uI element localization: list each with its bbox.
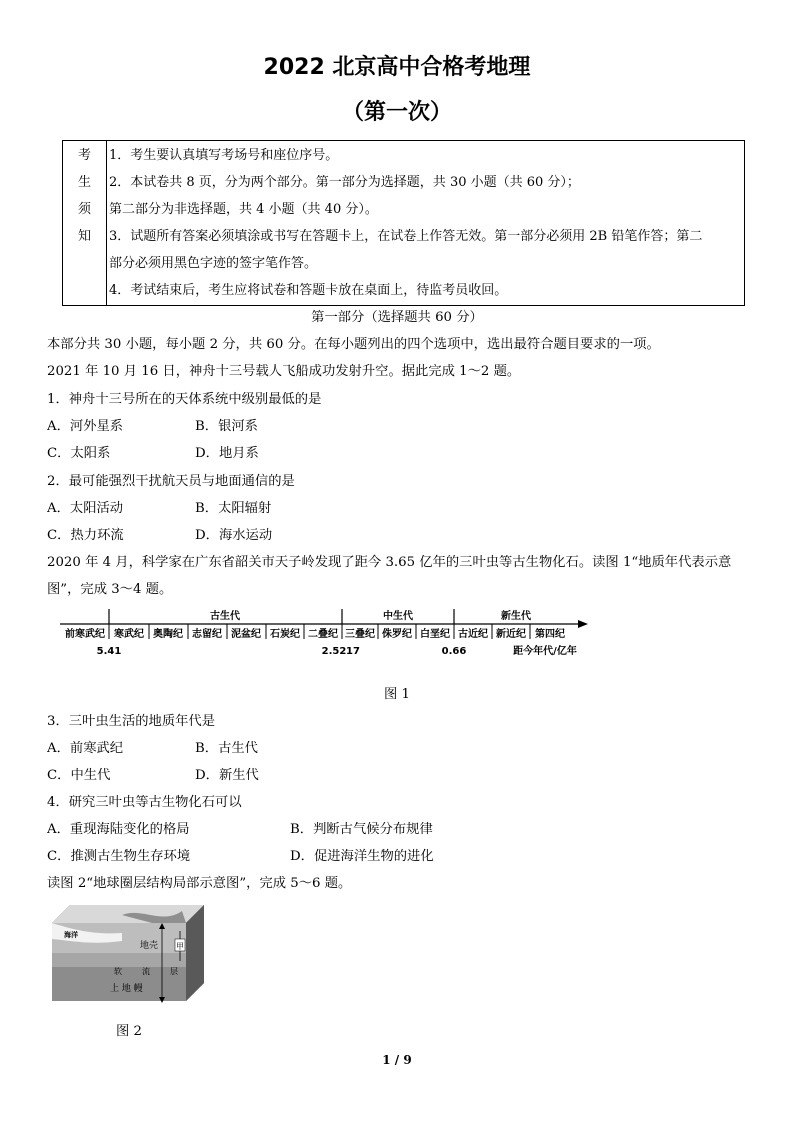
notice-line: 3．试题所有答案必须填涂或书写在答题卡上，在试卷上作答无效。第一部分必须用 2B 铅笔作答；第二 bbox=[109, 229, 703, 244]
period-label: 侏罗纪 bbox=[382, 629, 412, 640]
tick-label: 5.41 bbox=[96, 646, 122, 657]
context-q3-4-line2: 图”，完成 3～4 题。 bbox=[47, 582, 173, 597]
context-q1-2: 2021 年 10 月 16 日，神舟十三号载人飞船成功发射升空。据此完成 1～2 题。 bbox=[47, 364, 521, 379]
period-label: 二叠纪 bbox=[308, 629, 338, 640]
label-jia: 甲 bbox=[176, 942, 184, 951]
question-3-stem: 3．三叶虫生活的地质年代是 bbox=[47, 714, 216, 729]
notice-label-char: 须 bbox=[77, 202, 91, 217]
question-2-option-d[interactable]: D．海水运动 bbox=[195, 528, 273, 543]
page-number: 1 / 9 bbox=[382, 1053, 412, 1067]
figure-2-layers-diagram bbox=[52, 905, 204, 1015]
question-3-option-d[interactable]: D．新生代 bbox=[195, 768, 259, 783]
part1-heading: 第一部分（选择题共 60 分） bbox=[311, 310, 483, 325]
page-subtitle: （第一次） bbox=[341, 100, 452, 125]
tick-label: 2.52 bbox=[321, 646, 347, 657]
notice-line: 2．本试卷共 8 页，分为两个部分。第一部分为选择题，共 30 小题（共 60 分）； bbox=[109, 175, 580, 190]
question-4-option-c[interactable]: C．推测古生物生存环境 bbox=[47, 849, 191, 864]
question-1-option-a[interactable]: A．河外星系 bbox=[47, 419, 124, 434]
page-title: 2022 北京高中合格考地理 bbox=[263, 55, 531, 80]
notice-box bbox=[62, 140, 745, 306]
notice-label-char: 生 bbox=[77, 175, 91, 190]
question-1-option-d[interactable]: D．地月系 bbox=[195, 446, 259, 461]
period-label: 前寒武纪 bbox=[65, 629, 105, 640]
notice-label-char: 知 bbox=[77, 229, 91, 244]
era-label: 中生代 bbox=[383, 611, 413, 622]
period-label: 石炭纪 bbox=[270, 629, 300, 640]
label-water: 海洋 bbox=[64, 930, 78, 939]
question-4-option-a[interactable]: A．重现海陆变化的格局 bbox=[47, 822, 190, 837]
question-2-option-a[interactable]: A．太阳活动 bbox=[47, 501, 124, 516]
label-ceng: 层 bbox=[170, 967, 178, 976]
question-2-option-b[interactable]: B．太阳辐射 bbox=[195, 501, 272, 516]
question-3-option-c[interactable]: C．中生代 bbox=[47, 768, 111, 783]
question-1-option-c[interactable]: C．太阳系 bbox=[47, 446, 111, 461]
figure-1-timeline bbox=[60, 605, 590, 660]
timeline-arrow bbox=[578, 620, 588, 628]
label-ruan: 软 bbox=[114, 967, 122, 976]
question-2-option-c[interactable]: C．热力环流 bbox=[47, 528, 124, 543]
period-label: 寒武纪 bbox=[114, 629, 144, 640]
era-label: 新生代 bbox=[501, 611, 531, 622]
part1-instruction: 本部分共 30 小题，每小题 2 分，共 60 分。在每小题列出的四个选项中，选出最符合题目要求的一项。 bbox=[47, 337, 660, 352]
question-3-option-b[interactable]: B．古生代 bbox=[195, 741, 258, 756]
axis-label: 距今年代/亿年 bbox=[513, 646, 577, 657]
notice-label-char: 考 bbox=[77, 148, 91, 163]
period-label: 三叠纪 bbox=[345, 629, 375, 640]
notice-label bbox=[63, 141, 107, 305]
period-label: 志留纪 bbox=[192, 629, 222, 640]
context-q3-4-line1: 2020 年 4 月，科学家在广东省韶关市天子岭发现了距今 3.65 亿年的三叶虫等古生物化石。读图 1“地质年代表示意 bbox=[47, 555, 732, 570]
period-label: 古近纪 bbox=[458, 629, 488, 640]
notice-line: 1．考生要认真填写考场号和座位序号。 bbox=[109, 148, 339, 163]
era-label: 古生代 bbox=[210, 611, 240, 622]
context-q5-6: 读图 2“地球圈层结构局部示意图”，完成 5～6 题。 bbox=[47, 876, 352, 891]
label-liu: 流 bbox=[142, 967, 150, 976]
question-1-option-b[interactable]: B．银河系 bbox=[195, 419, 258, 434]
tick-label: 17 bbox=[346, 646, 360, 657]
period-label: 泥盆纪 bbox=[231, 629, 261, 640]
period-label: 新近纪 bbox=[496, 629, 526, 640]
tick-label: 0.66 bbox=[441, 646, 467, 657]
label-crust: 地壳 bbox=[140, 941, 159, 951]
period-label: 白垩纪 bbox=[420, 629, 450, 640]
question-2-stem: 2．最可能强烈干扰航天员与地面通信的是 bbox=[47, 474, 295, 489]
question-3-option-a[interactable]: A．前寒武纪 bbox=[47, 741, 124, 756]
period-label: 第四纪 bbox=[535, 629, 565, 640]
notice-line: 部分必须用黑色字迹的签字笔作答。 bbox=[109, 256, 318, 271]
figure-2-caption: 图 2 bbox=[116, 1024, 142, 1039]
notice-line: 4．考试结束后，考生应将试卷和答题卡放在桌面上，待监考员收回。 bbox=[109, 283, 508, 298]
question-4-option-b[interactable]: B．判断古气候分布规律 bbox=[290, 822, 433, 837]
period-label: 奥陶纪 bbox=[153, 629, 183, 640]
figure-1-caption: 图 1 bbox=[384, 687, 410, 702]
question-4-stem: 4．研究三叶虫等古生物化石可以 bbox=[47, 795, 242, 810]
label-mantle: 上 地 幔 bbox=[110, 984, 143, 994]
notice-line: 第二部分为非选择题，共 4 小题（共 40 分）。 bbox=[109, 202, 378, 217]
question-1-stem: 1．神舟十三号所在的天体系统中级别最低的是 bbox=[47, 392, 322, 407]
question-4-option-d[interactable]: D．促进海洋生物的进化 bbox=[290, 849, 434, 864]
